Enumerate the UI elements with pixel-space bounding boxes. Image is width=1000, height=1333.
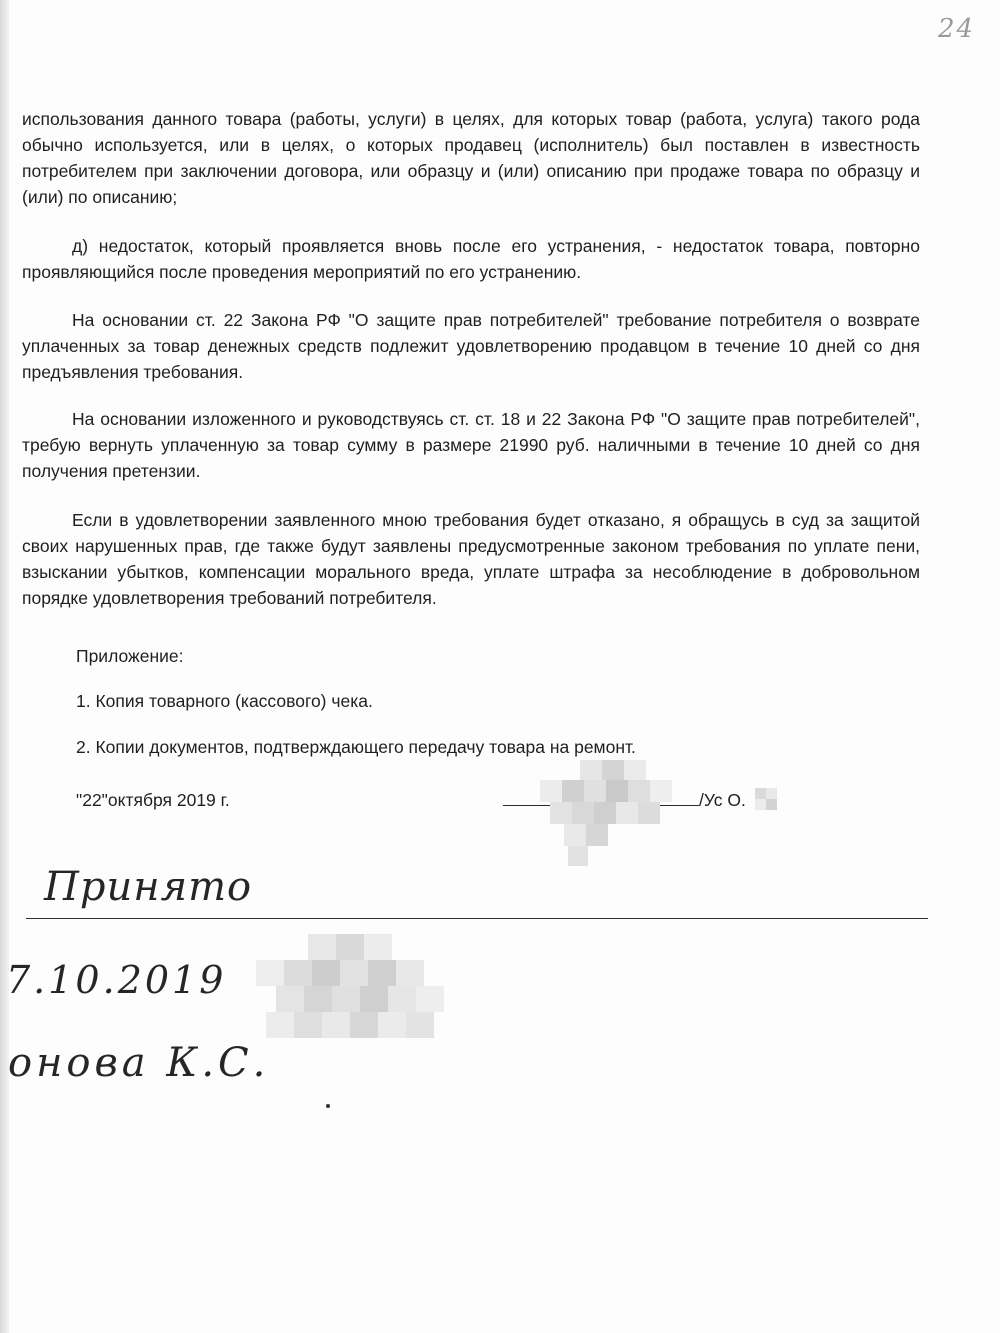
page-edge-shadow bbox=[0, 0, 9, 1333]
paragraph-court-warning: Если в удовлетворении заявленного мною требования будет отказано, я обращусь в суд за защитой своих нарушенных прав, где также будут заявлены предусмотренные законом требования по уплате пени, взыскании убытков, компенсации морального вреда, уплате штрафа за несоблюдение в добровольном порядке удовлетворения требований потребителя. bbox=[22, 510, 920, 608]
redacted-handwritten-signature bbox=[256, 934, 456, 1040]
document-date: "22"октября 2019 г. bbox=[76, 790, 230, 810]
appendix-item: 1. Копия товарного (кассового) чека. bbox=[76, 691, 373, 711]
signatory-name: /Ус О. bbox=[699, 790, 746, 810]
paragraph-recurring-defect: д) недостаток, который проявляется вновь после его устранения, - недостаток товара, повторно проявляющийся после проведения мероприятий по его устранению. bbox=[22, 236, 920, 282]
paragraph-refund-demand: На основании изложенного и руководствуясь ст. ст. 18 и 22 Закона РФ "О защите прав потребителей", требую вернуть уплаченную за товар сумму в размере 21990 руб. наличными в течение 10 дней со дня получения претензии. bbox=[22, 409, 920, 481]
handwritten-date: 7.10.2019 bbox=[6, 958, 227, 1002]
appendix-title: Приложение: bbox=[76, 646, 184, 666]
appendix-item: 2. Копии документов, подтверждающего передачу товара на ремонт. bbox=[76, 737, 636, 757]
paragraph-article-22: На основании ст. 22 Закона РФ "О защите прав потребителей" требование потребителя о возврате уплаченных за товар денежных средств подлежит удовлетворению продавцом в течение 10 дней со дня предъявления требования. bbox=[22, 310, 920, 382]
handwritten-accepted: Принято bbox=[44, 864, 253, 910]
paragraph-defect-definition: использования данного товара (работы, услуги) в целях, для которых товар (работа, услуга) такого рода обычно используется, или в целях, о которых продавец (исполнитель) был поставлен в известность потребителем при заключении договора, или образцу и (или) описанию при продаже товара по образцу и (или) по описанию; bbox=[22, 109, 920, 207]
ink-dot bbox=[326, 1104, 330, 1108]
handwritten-underline bbox=[26, 918, 928, 919]
redacted-signature bbox=[540, 760, 680, 866]
handwritten-name: онова К.С. bbox=[8, 1040, 270, 1086]
page-number: 24 bbox=[938, 14, 976, 44]
redacted-initial-mark bbox=[755, 788, 777, 810]
